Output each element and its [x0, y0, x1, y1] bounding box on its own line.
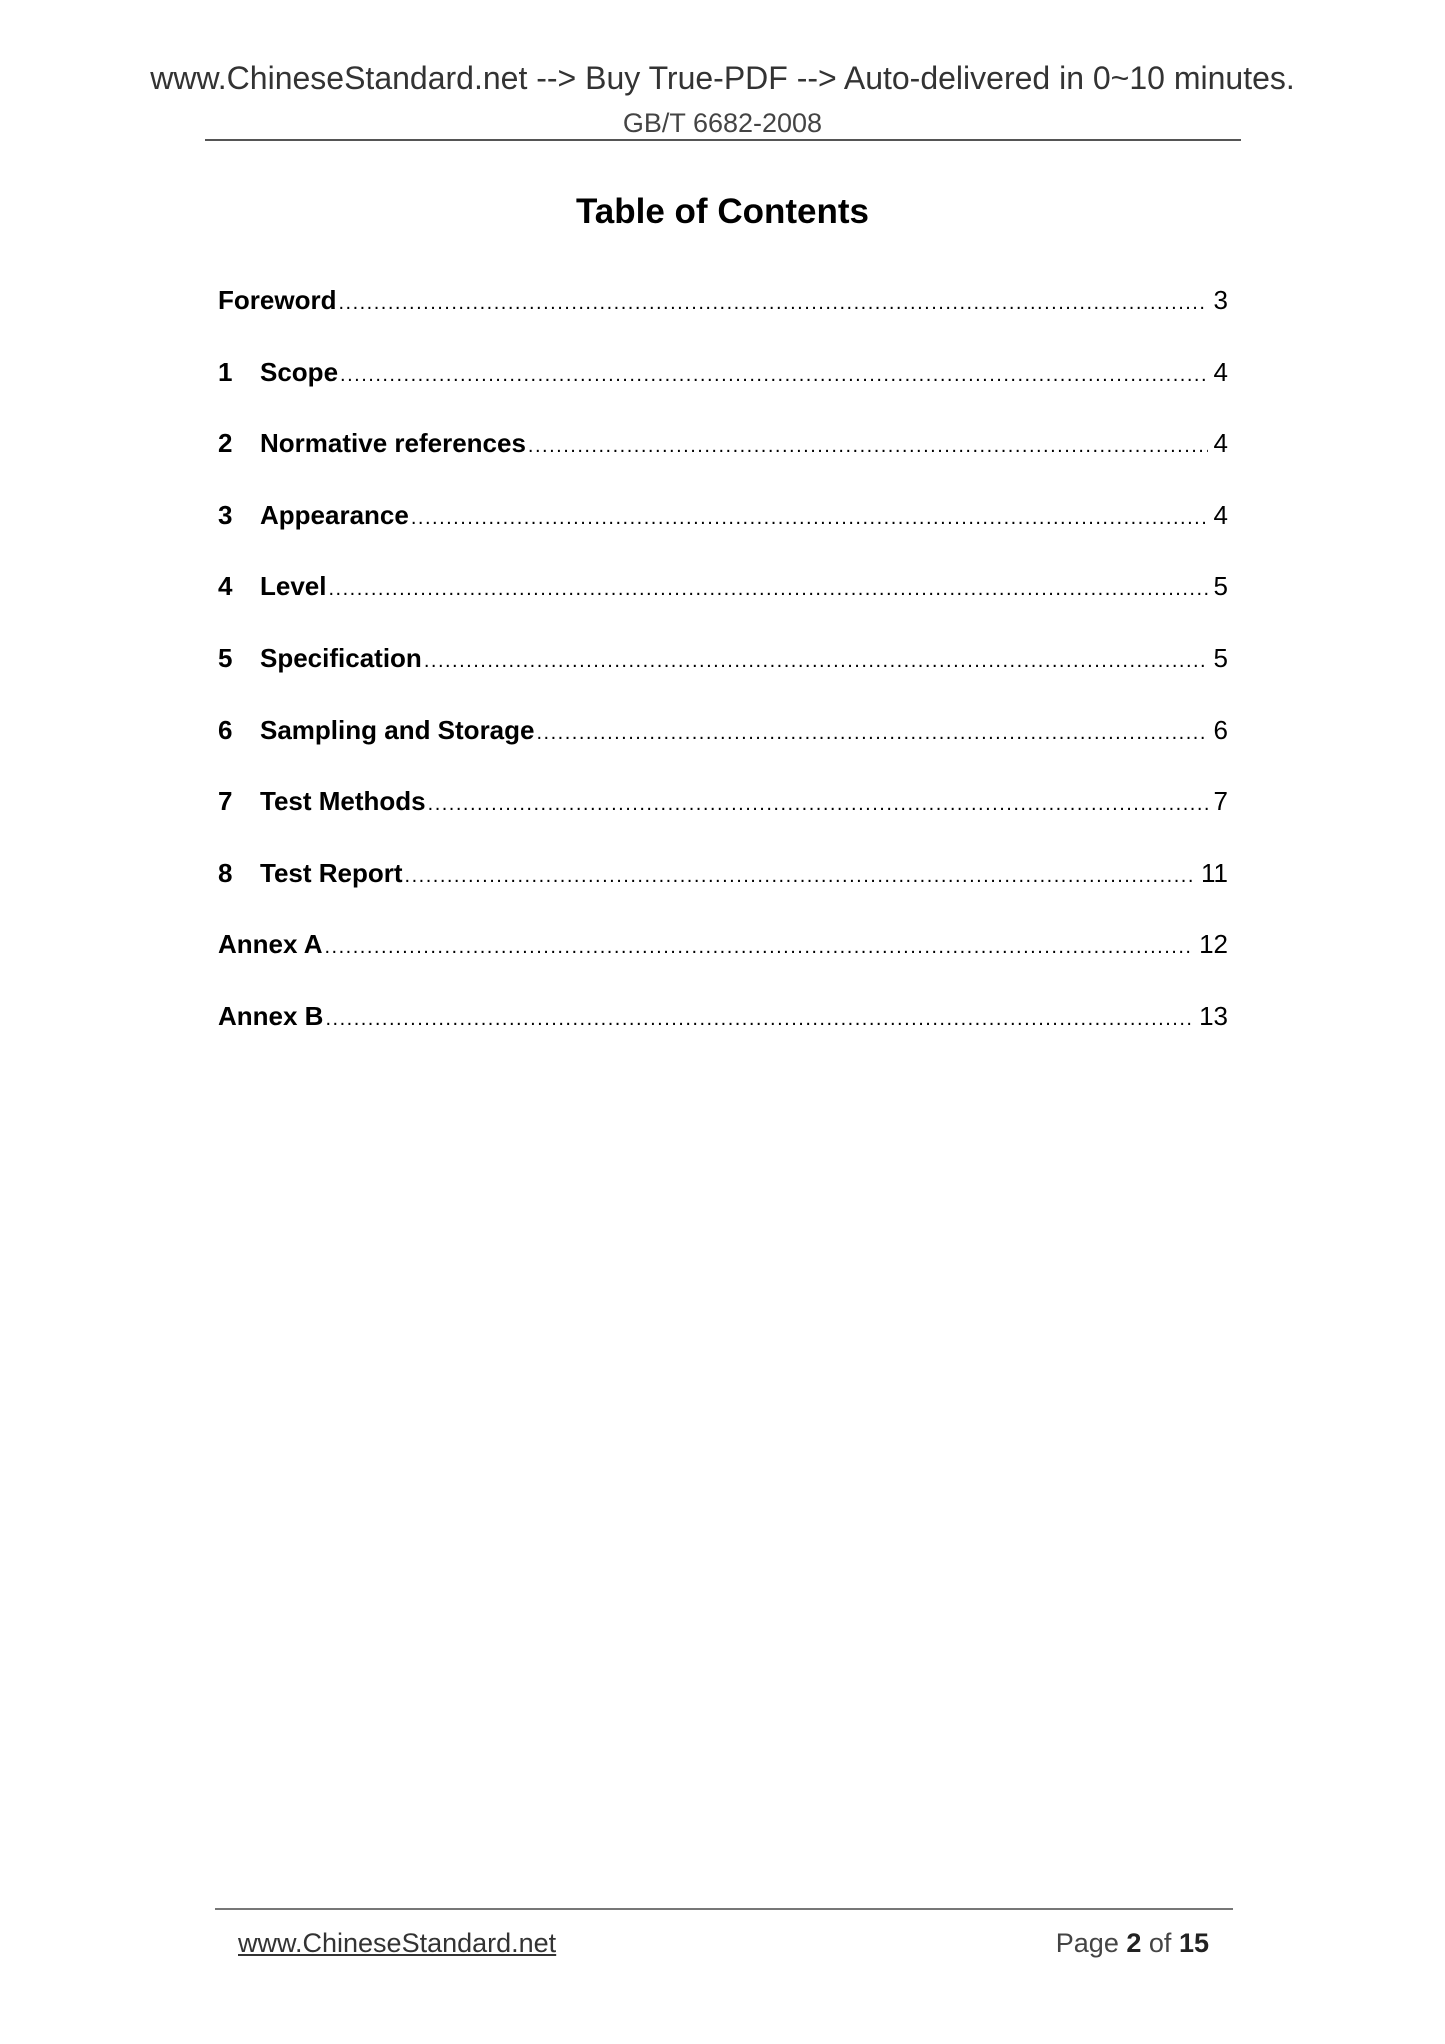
toc-leader-dots	[325, 927, 1194, 967]
page-total: 15	[1178, 1928, 1209, 1958]
toc-entry-test-report[interactable]	[218, 853, 1228, 925]
toc-entry-label: Foreword	[218, 285, 337, 315]
toc-leader-dots	[325, 999, 1193, 1039]
toc-entry-page: 4	[1213, 428, 1228, 459]
toc-leader-dots	[340, 355, 1208, 395]
toc-leader-dots	[329, 569, 1208, 609]
toc-entry-label: Annex B	[218, 1000, 324, 1031]
toc-entry-normative-references[interactable]	[218, 423, 1228, 495]
toc-entry-appearance[interactable]	[218, 495, 1228, 567]
toc-entry-label: Test Methods	[260, 786, 426, 817]
toc-entry-page: 4	[1213, 356, 1228, 387]
toc-entry-page: 5	[1213, 642, 1228, 673]
toc-entry-level[interactable]	[218, 566, 1228, 638]
toc-entry-number: 7	[218, 786, 233, 817]
toc-entry-label: Annex A	[218, 929, 323, 960]
toc-leader-dots	[428, 784, 1208, 824]
toc-title: Table of Contents	[576, 192, 869, 231]
toc-entry-number: 6	[218, 714, 233, 745]
toc-entry-number: 2	[218, 428, 233, 459]
footer-site-link[interactable]: www.ChineseStandard.net	[238, 1928, 557, 1958]
page-of: of	[1148, 1928, 1172, 1958]
standard-code: GB/T 6682-2008	[622, 108, 823, 138]
toc-entry-page: 7	[1213, 786, 1228, 817]
toc-leader-dots	[411, 498, 1208, 538]
toc-leader-dots	[528, 426, 1208, 466]
toc-entry-page: 11	[1201, 857, 1228, 888]
toc-entry-page: 12	[1199, 929, 1228, 960]
footer-divider	[215, 1908, 1233, 1910]
toc-entry-label: Specification	[260, 642, 422, 673]
toc-entry-annex-a[interactable]	[218, 924, 1228, 996]
toc-entry-sampling-and-storage[interactable]	[218, 710, 1228, 782]
toc-entry-number: 3	[218, 499, 233, 530]
table-of-contents	[218, 280, 1228, 1068]
toc-entry-page: 4	[1213, 499, 1228, 530]
toc-entry-page: 5	[1213, 571, 1228, 602]
toc-leader-dots	[424, 641, 1208, 681]
toc-entry-label: Sampling and Storage	[260, 714, 535, 745]
toc-leader-dots	[338, 283, 1207, 323]
page-current: 2	[1126, 1928, 1142, 1958]
toc-leader-dots	[405, 856, 1195, 896]
toc-entry-test-methods[interactable]	[218, 781, 1228, 853]
toc-entry-page: 13	[1199, 1000, 1228, 1031]
toc-entry-number: 1	[218, 356, 233, 387]
toc-entry-label: Normative references	[260, 428, 526, 459]
site-banner: www.ChineseStandard.net --> Buy True-PDF --> Auto-delivered in 0~10 minutes.	[150, 60, 1295, 96]
toc-entry-foreword[interactable]	[218, 280, 1228, 352]
toc-entry-annex-b[interactable]	[218, 996, 1228, 1068]
header-divider	[205, 139, 1241, 141]
toc-entry-number: 4	[218, 571, 233, 602]
page-number	[1056, 1926, 1209, 1960]
toc-entry-number: 8	[218, 857, 233, 888]
page-prefix: Page	[1055, 1928, 1119, 1958]
toc-entry-page: 3	[1213, 285, 1228, 315]
toc-leader-dots	[537, 713, 1208, 753]
toc-entry-label: Appearance	[260, 499, 409, 530]
toc-entry-label: Scope	[260, 356, 339, 387]
toc-entry-scope[interactable]	[218, 352, 1228, 424]
toc-entry-specification[interactable]	[218, 638, 1228, 710]
toc-entry-label: Level	[260, 571, 327, 602]
toc-entry-label: Test Report	[260, 857, 403, 888]
toc-entry-page: 6	[1213, 714, 1228, 745]
toc-entry-number: 5	[218, 642, 233, 673]
